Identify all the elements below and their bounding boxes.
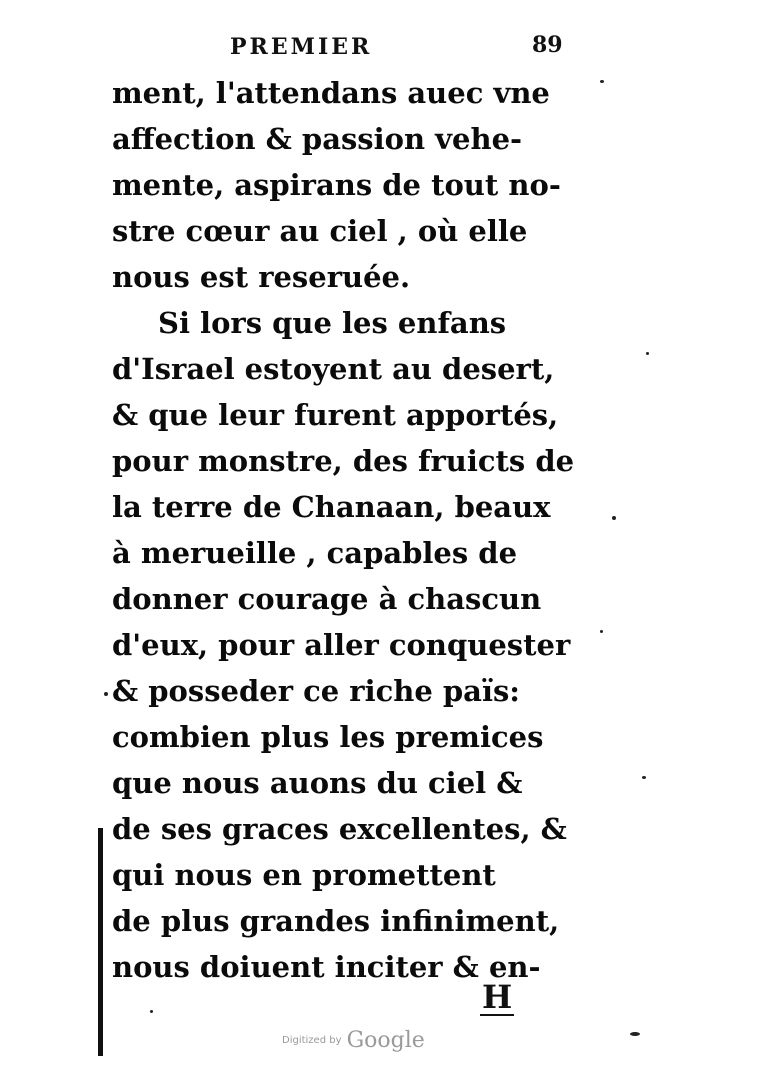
- text-line: donner courage à chascun: [112, 582, 542, 616]
- text-line: combien plus les premices: [112, 720, 544, 754]
- text-line: nous est reseruée.: [112, 260, 411, 294]
- text-line: & posseder ce riche païs:: [112, 674, 521, 708]
- text-line: que nous auons du ciel &: [112, 766, 523, 800]
- running-head: PREMIER: [230, 34, 373, 60]
- text-line: de ses graces excellentes, &: [112, 812, 567, 846]
- text-line: qui nous en promettent: [112, 858, 496, 892]
- text-line: affection & passion vehe-: [112, 122, 523, 156]
- gutter-rule: [98, 828, 103, 1056]
- watermark-prefix: Digitized by: [282, 1035, 342, 1046]
- scan-speck: [600, 630, 603, 633]
- text-line: nous doiuent inciter & en-: [112, 950, 541, 984]
- scan-speck: [600, 80, 604, 83]
- text-line: pour monstre, des fruicts de: [112, 444, 575, 478]
- text-line: stre cœur au ciel , où elle: [112, 214, 528, 248]
- text-line: la terre de Chanaan, beaux: [112, 490, 551, 524]
- paragraph-start-line: Si lors que les enfans: [158, 306, 507, 340]
- digitized-watermark: [282, 1028, 425, 1053]
- scan-speck: [646, 352, 649, 355]
- scan-speck: [104, 692, 108, 696]
- scan-speck: [150, 1010, 153, 1013]
- scan-speck: [642, 776, 646, 779]
- text-line: mente, aspirans de tout no-: [112, 168, 561, 202]
- text-line: d'Israel estoyent au desert,: [112, 352, 555, 386]
- scan-speck: [630, 1032, 640, 1036]
- text-line: à merueille , capables de: [112, 536, 518, 570]
- page-number: 89: [532, 32, 563, 58]
- text-line: ment, l'attendans auec vne: [112, 76, 550, 110]
- text-line: & que leur furent apportés,: [112, 398, 559, 432]
- text-line: de plus grandes infiniment,: [112, 904, 560, 938]
- signature-mark: H: [482, 978, 513, 1016]
- scan-speck: [612, 516, 616, 520]
- watermark-brand: Google: [346, 1028, 425, 1053]
- text-line: d'eux, pour aller conquester: [112, 628, 571, 662]
- body-text: [112, 70, 602, 990]
